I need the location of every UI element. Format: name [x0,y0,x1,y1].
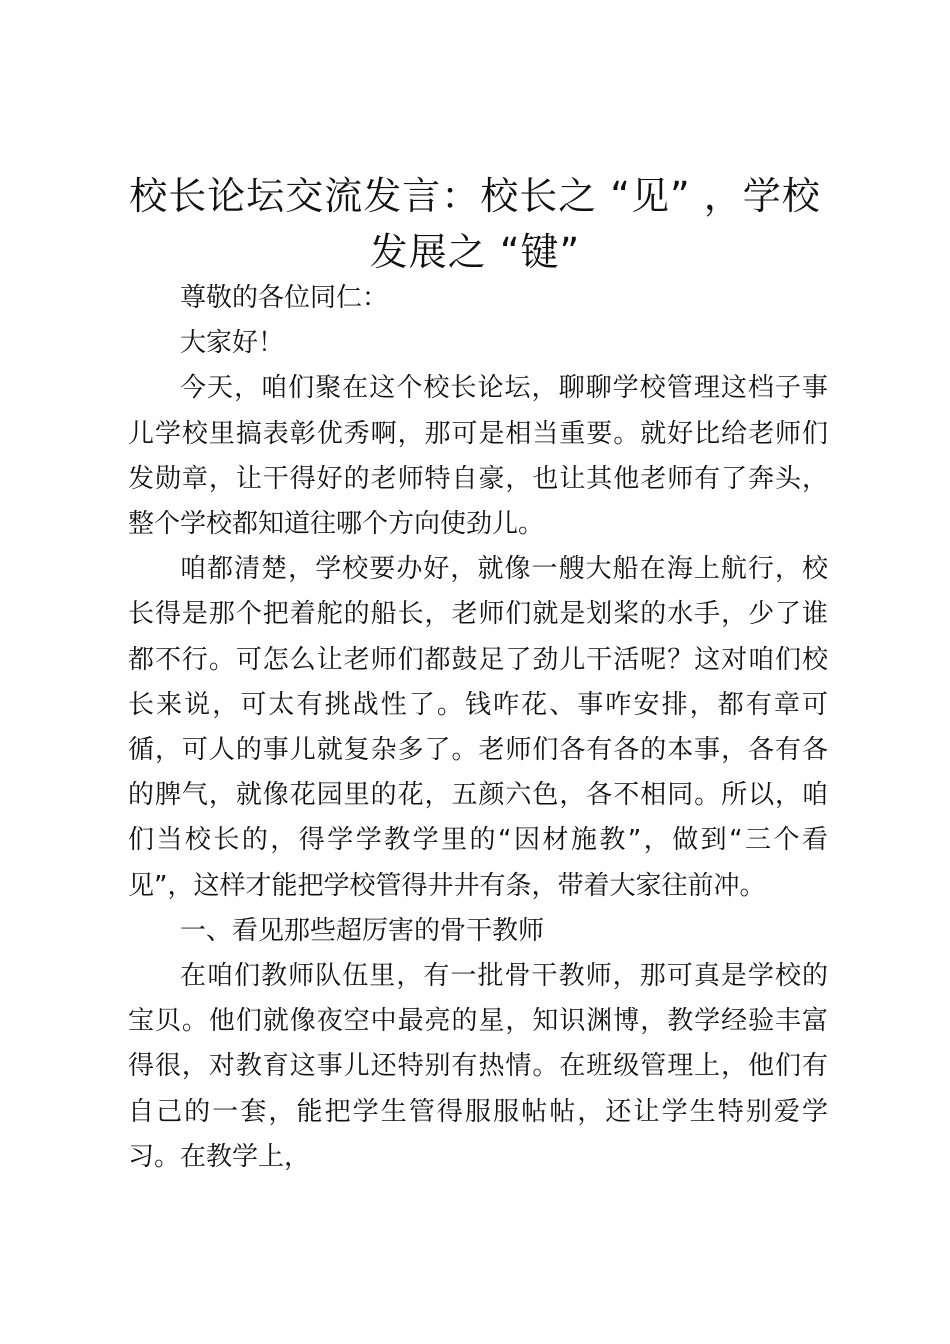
paragraph-section-1: 在咱们教师队伍里，有一批骨干教师，那可真是学校的宝贝。他们就像夜空中最亮的星，知识渊博，教学经验丰富得很，对教育这事儿还特别有热情。在班级管理上，他们有自己的一套，能把学生管得服服帖帖，还让学生特别爱学习。在教学上， [128,961,828,1172]
document-title: 校长论坛交流发言：校长之 “见” ，学校发展之 “键” [129,174,821,274]
salutation: 尊敬的各位同仁： [180,283,389,313]
paragraph-context: 咱都清楚，学校要办好，就像一艘大船在海上航行，校长得是那个把着舵的船长，老师们就是划桨的水手，少了谁都不行。可怎么让老师们都鼓足了劲儿干活呢？这对咱们校长来说，可太有挑战性了。钱咋花、事咋安排，都有章可循，可人的事儿就复杂多了。老师们各有各的本事，各有各的脾气，就像花园里的花，五颜六色，各不相同。所以，咱们当校长的，得学学教学里的“因材施教”，做到“三个看见”，这样才能把学校管得井井有条，带着大家往前冲。 [128,554,828,901]
document-body [128,276,828,1180]
paragraph-intro: 今天，咱们聚在这个校长论坛，聊聊学校管理这档子事儿学校里搞表彰优秀啊，那可是相当重要。就好比给老师们发勋章，让干得好的老师特自豪，也让其他老师有了奔头，整个学校都知道往哪个方向使劲儿。 [128,373,828,540]
greeting: 大家好！ [180,328,285,359]
section-heading-1: 一、看见那些超厉害的骨干教师 [180,915,545,946]
